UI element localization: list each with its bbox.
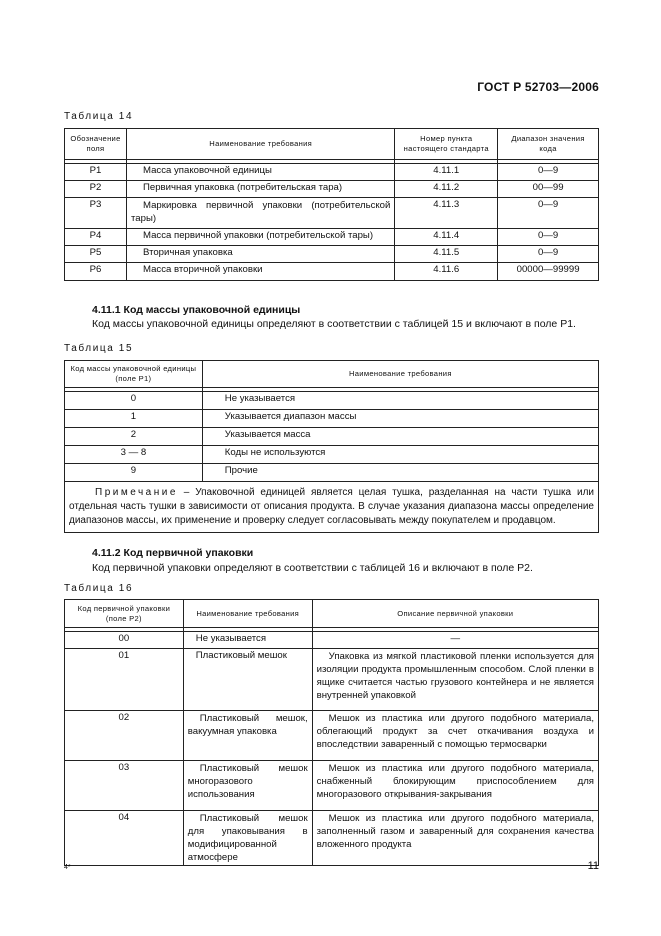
table-14-header-range: Диапазон значения кода <box>498 129 599 160</box>
table-14-cell: Первичная упаковка (потребительская тара) <box>126 181 394 198</box>
section-4-11-1-text: Код массы упаковочной единицы определяют в соответствии с таблицей 15 и включают в поле Р1. <box>92 318 576 330</box>
table-14-header-field: Обозначение поля <box>65 129 127 160</box>
table-14-cell: P4 <box>65 229 127 246</box>
table-row <box>65 198 599 229</box>
table-15-note <box>65 482 599 533</box>
table-16-cell: Пластиковый мешок <box>183 649 312 711</box>
table-15-cell: 3 — 8 <box>65 446 203 464</box>
table-16-cell: 04 <box>65 811 184 866</box>
table-16-caption: Таблица 16 <box>64 583 134 594</box>
table-row <box>65 410 599 428</box>
table-16-cell: 03 <box>65 761 184 811</box>
table-row <box>65 711 599 761</box>
table-15-caption: Таблица 15 <box>64 343 134 354</box>
table-14-cell: 4.11.2 <box>395 181 498 198</box>
document-id-header: ГОСТ Р 52703—2006 <box>477 80 599 94</box>
table-14-cell: 0—9 <box>498 164 599 181</box>
table-15-cell: Коды не используются <box>202 446 598 464</box>
table-16-cell: Не указывается <box>183 632 312 649</box>
table-14-cell: Вторичная упаковка <box>126 246 394 263</box>
table-row <box>65 392 599 410</box>
table-14-header-clause: Номер пункта настоящего стандарта <box>395 129 498 160</box>
table-16-cell: 02 <box>65 711 184 761</box>
note-text: – Упаковочной единицей является целая тушка, разделанная на части тушка или отдельная часть тушки в зависимости от описания продукта. В случае указания диапазона массы определение диапазонов массы, их применение и проверку следует согласовывать между покупателем и продавцом. <box>69 487 594 526</box>
table-16-cell: — <box>312 632 598 649</box>
table-14-cell: 4.11.5 <box>395 246 498 263</box>
table-row <box>65 632 599 649</box>
table-15-cell: 0 <box>65 392 203 410</box>
table-15-cell: 9 <box>65 464 203 482</box>
signature-mark: 4* <box>64 864 71 871</box>
table-row <box>65 181 599 198</box>
table-16-header-description: Описание первичной упаковки <box>312 600 598 628</box>
table-15-note-row <box>65 482 599 533</box>
table-16 <box>64 599 599 866</box>
table-16-header-name: Наименование требования <box>183 600 312 628</box>
table-14-cell: 0—9 <box>498 229 599 246</box>
table-14 <box>64 128 599 281</box>
table-row <box>65 446 599 464</box>
table-16-cell: Пластиковый мешок многоразового использования <box>183 761 312 811</box>
table-16-cell: 01 <box>65 649 184 711</box>
table-15-cell: Указывается масса <box>202 428 598 446</box>
table-row <box>65 811 599 866</box>
table-15-cell: Не указывается <box>202 392 598 410</box>
table-14-cell: P1 <box>65 164 127 181</box>
table-14-cell: 4.11.3 <box>395 198 498 229</box>
table-row <box>65 263 599 281</box>
table-row <box>65 229 599 246</box>
table-14-cell: Маркировка первичной упаковки (потребительской тары) <box>126 198 394 229</box>
table-15-cell: 2 <box>65 428 203 446</box>
table-15-header-code: Код массы упаковочной единицы (поле Р1) <box>65 361 203 388</box>
table-14-cell: 4.11.6 <box>395 263 498 281</box>
table-14-cell: 0—9 <box>498 198 599 229</box>
table-14-cell: 00—99 <box>498 181 599 198</box>
table-row <box>65 649 599 711</box>
section-4-11-2-title: 4.11.2 Код первичной упаковки <box>92 547 254 559</box>
table-16-cell: Мешок из пластика или другого подобного материала, заполненный газом и заваренный для сохранения качества вложенного продукта <box>312 811 598 866</box>
note-label: Примечание <box>95 487 178 498</box>
table-14-header-name: Наименование требования <box>126 129 394 160</box>
table-16-cell: Пластиковый мешок для упаковывания в модифицированной атмосфере <box>183 811 312 866</box>
page-number: 11 <box>587 860 599 872</box>
table-14-cell: Масса вторичной упаковки <box>126 263 394 281</box>
table-16-cell: Упаковка из мягкой пластиковой пленки используется для изоляции продукта промышленным способом. Слой пленки в ящике считается частью грузового контейнера и не является внутренней упаковкой <box>312 649 598 711</box>
table-16-cell: 00 <box>65 632 184 649</box>
table-row <box>65 428 599 446</box>
table-15-cell: Прочие <box>202 464 598 482</box>
table-14-cell: P6 <box>65 263 127 281</box>
table-14-cell: P3 <box>65 198 127 229</box>
table-15-cell: 1 <box>65 410 203 428</box>
table-row <box>65 164 599 181</box>
table-14-cell: P2 <box>65 181 127 198</box>
table-15 <box>64 360 599 533</box>
table-16-cell: Мешок из пластика или другого подобного материала, облегающий продукт за счет откачивания воздуха и впоследствии заваренный с помощью термосварки <box>312 711 598 761</box>
table-15-header-name: Наименование требования <box>202 361 598 388</box>
section-4-11-2-text: Код первичной упаковки определяют в соответствии с таблицей 16 и включают в поле Р2. <box>92 562 533 574</box>
table-14-caption: Таблица 14 <box>64 111 134 122</box>
table-16-header-code: Код первичной упаковки (поле Р2) <box>65 600 184 628</box>
table-15-cell: Указывается диапазон массы <box>202 410 598 428</box>
table-14-cell: 0—9 <box>498 246 599 263</box>
table-row <box>65 464 599 482</box>
table-14-cell: P5 <box>65 246 127 263</box>
table-row <box>65 761 599 811</box>
table-14-cell: Масса упаковочной единицы <box>126 164 394 181</box>
table-14-cell: 4.11.1 <box>395 164 498 181</box>
table-16-cell: Мешок из пластика или другого подобного материала, снабженный блокирующим приспособлением для многоразового открывания-закрывания <box>312 761 598 811</box>
section-4-11-1-title: 4.11.1 Код массы упаковочной единицы <box>92 304 301 316</box>
table-14-cell: 00000—99999 <box>498 263 599 281</box>
table-16-cell: Пластиковый мешок, вакуумная упаковка <box>183 711 312 761</box>
table-14-cell: 4.11.4 <box>395 229 498 246</box>
table-row <box>65 246 599 263</box>
table-14-cell: Масса первичной упаковки (потребительской тары) <box>126 229 394 246</box>
